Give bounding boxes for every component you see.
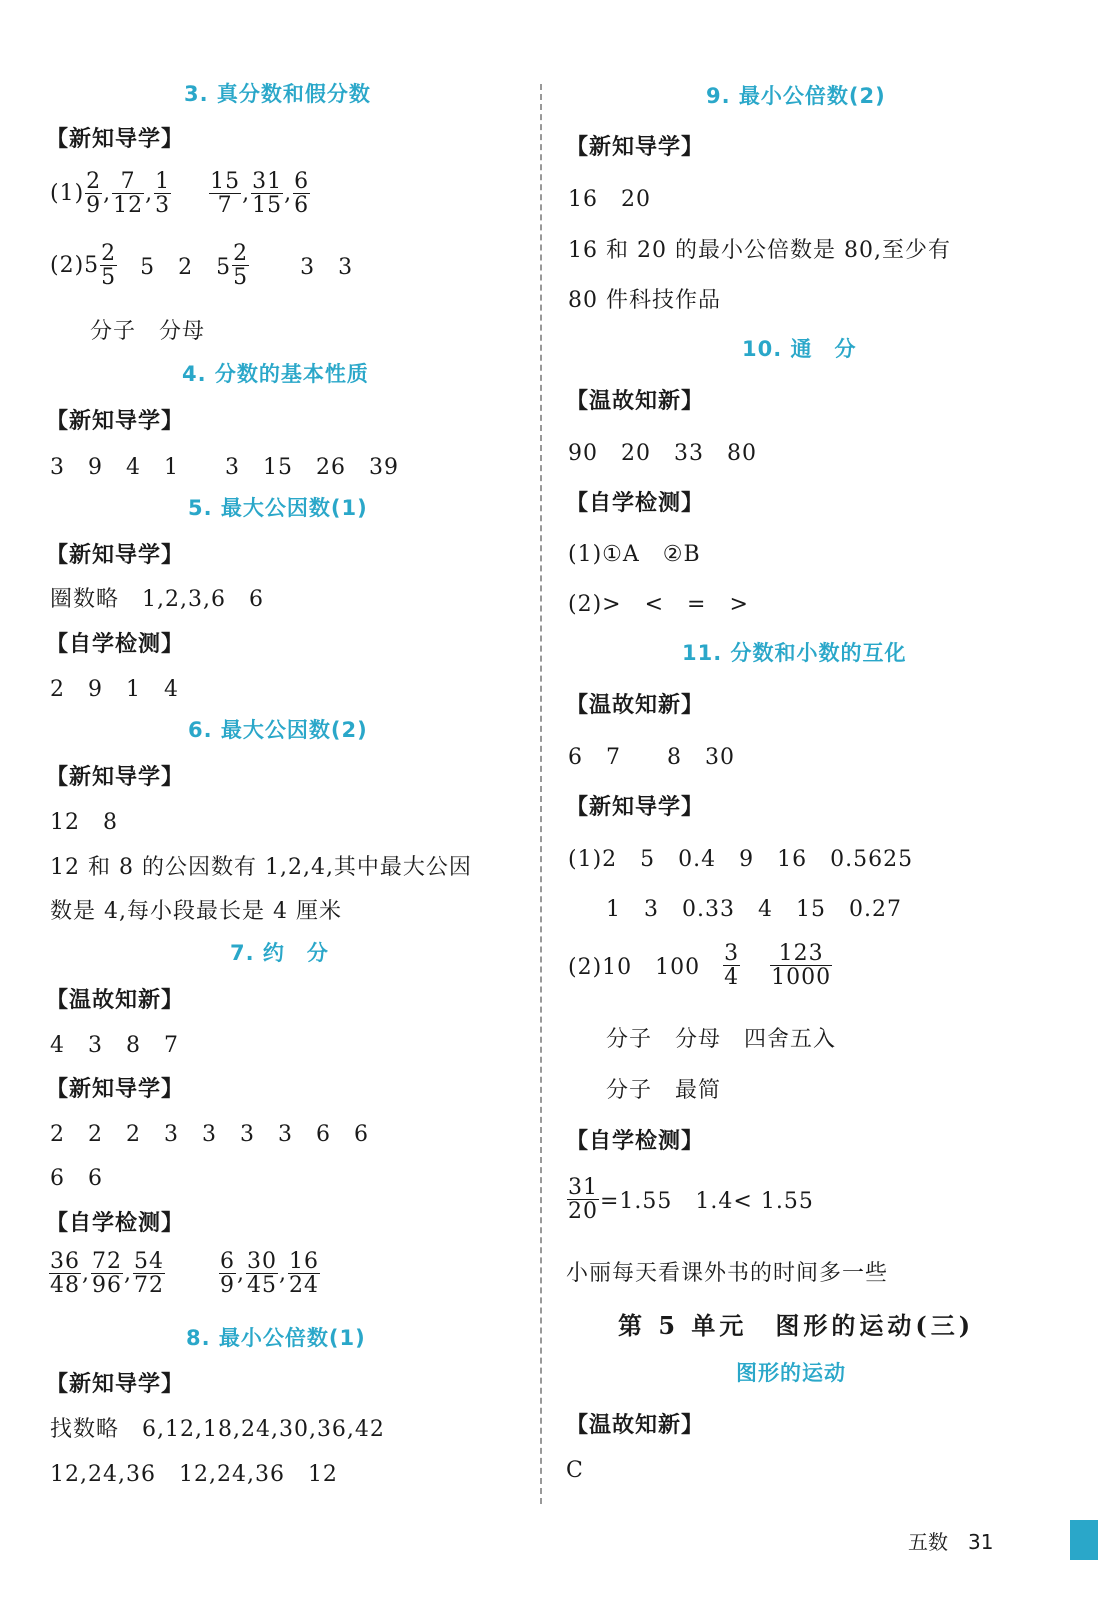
section-title: 4. 分数的基本性质: [182, 362, 369, 386]
section-heading: 【新知导学】: [566, 795, 705, 820]
section-heading: 【新知导学】: [46, 1077, 185, 1102]
answer-line: 圈数略 1,2,3,6 6: [50, 587, 264, 612]
answer-line: 12 8: [50, 810, 118, 835]
fraction: $\frac{6}{6}$: [294, 169, 310, 219]
section-heading: 【温故知新】: [566, 389, 705, 414]
answer-line: $\frac{36}{48}$ , $\frac{72}{96}$ , $\frac{54}{72}$ $\frac{6}{9}$ , $\frac{30}{45}$ , $\frac{16}{24}$: [50, 1249, 319, 1299]
answer-prefix: (1): [50, 181, 85, 207]
column-divider: [540, 84, 542, 1504]
section-title: 7. 约 分: [230, 941, 329, 965]
footer-label: 五数 31: [908, 1530, 994, 1554]
answer-line: 3 9 4 1 3 15 26 39: [50, 455, 399, 480]
section-heading: 【新知导学】: [566, 135, 705, 160]
answer-line: 16 20: [568, 187, 651, 212]
section-heading: 【温故知新】: [46, 988, 185, 1013]
unit-title: 第 5 单元 图形的运动(三): [618, 1311, 975, 1340]
fraction: $\frac{6}{9}$: [220, 1249, 235, 1299]
fraction: $\frac{54}{72}$: [134, 1249, 164, 1299]
section-title: 5. 最大公因数(1): [188, 496, 368, 520]
section-heading: 【自学检测】: [566, 1129, 705, 1154]
section-title: 11. 分数和小数的互化: [682, 641, 907, 665]
fraction: $\frac{30}{45}$: [247, 1249, 277, 1299]
answer-line: (2)> < = >: [568, 592, 749, 617]
section-title: 10. 通 分: [742, 337, 857, 361]
section-title: 9. 最小公倍数(2): [706, 84, 886, 108]
section-heading: 【温故知新】: [566, 1413, 705, 1438]
page-number: 31: [968, 1530, 994, 1554]
answer-line: 找数略 6,12,18,24,30,36,42: [50, 1417, 385, 1442]
answer-line: 分子 分母: [90, 319, 206, 344]
section-title: 3. 真分数和假分数: [184, 82, 371, 106]
section-heading: 【新知导学】: [46, 409, 185, 434]
answer-line: 小丽每天看课外书的时间多一些: [566, 1261, 889, 1286]
section-heading: 【自学检测】: [46, 632, 185, 657]
answer-line: (2)5 $\frac{2}{5}$ 5 2 5 $\frac{2}{5}$ 3 3: [50, 241, 354, 291]
answer-line: 90 20 33 80: [568, 441, 757, 466]
section-title: 图形的运动: [736, 1361, 846, 1385]
fraction: $\frac{36}{48}$: [50, 1249, 80, 1299]
answer-line: (1)①A ②B: [568, 542, 701, 567]
answer-line: (1)2 5 0.4 9 16 0.5625: [568, 847, 914, 872]
answer-line: 80 件科技作品: [568, 288, 721, 313]
fraction: $\frac{2}{9}$: [86, 169, 102, 219]
answer-line: (2)10 100 $\frac{3}{4}$ $\frac{123}{1000}$: [568, 941, 832, 991]
section-heading: 【新知导学】: [46, 127, 185, 152]
answer-line: 12 和 8 的公因数有 1,2,4,其中最大公因: [50, 855, 472, 880]
answer-line: 2 2 2 3 3 3 3 6 6: [50, 1122, 369, 1147]
answer-line: 4 3 8 7: [50, 1033, 179, 1058]
section-heading: 【温故知新】: [566, 693, 705, 718]
answer-line: 分子 分母 四舍五入: [606, 1027, 837, 1052]
section-title: 6. 最大公因数(2): [188, 718, 368, 742]
answer-line: 1 3 0.33 4 15 0.27: [606, 897, 902, 922]
answer-line: 2 9 1 4: [50, 677, 179, 702]
answer-line: 6 6: [50, 1166, 103, 1191]
answer-line: 12,24,36 12,24,36 12: [50, 1462, 338, 1487]
fraction: $\frac{15}{7}$: [210, 169, 241, 219]
fraction: $\frac{2}{5}$: [101, 241, 117, 291]
fraction: $\frac{72}{96}$: [92, 1249, 122, 1299]
fraction: $\frac{31}{20}$: [568, 1175, 598, 1225]
answer-line: $\frac{31}{20}$ =1.55 1.4< 1.55: [568, 1175, 814, 1225]
fraction: $\frac{2}{5}$: [233, 241, 249, 291]
fraction: $\frac{123}{1000}$: [771, 941, 832, 991]
section-heading: 【自学检测】: [566, 491, 705, 516]
section-heading: 【新知导学】: [46, 1372, 185, 1397]
section-heading: 【新知导学】: [46, 765, 185, 790]
answer-line: 16 和 20 的最小公倍数是 80,至少有: [568, 238, 951, 263]
page-footer: [868, 1520, 1098, 1560]
section-title: 8. 最小公倍数(1): [186, 1326, 366, 1350]
fraction: $\frac{16}{24}$: [289, 1249, 319, 1299]
answer-line: C: [566, 1458, 584, 1483]
answer-line: 分子 最简: [606, 1078, 722, 1103]
section-heading: 【新知导学】: [46, 543, 185, 568]
section-heading: 【自学检测】: [46, 1211, 185, 1236]
answer-line: (1) $\frac{2}{9}$ , $\frac{7}{12}$ , $\frac{1}{3}$ $\frac{15}{7}$ , $\frac{31}{15}$ , $\frac{6}{6}$: [50, 169, 310, 219]
fraction: $\frac{1}{3}$: [155, 169, 171, 219]
answer-line: 6 7 8 30: [568, 745, 735, 770]
fraction: $\frac{7}{12}$: [113, 169, 144, 219]
fraction: $\frac{3}{4}$: [724, 941, 740, 991]
footer-accent-bar: [1070, 1520, 1098, 1560]
answer-line: 数是 4,每小段最长是 4 厘米: [50, 899, 342, 924]
fraction: $\frac{31}{15}$: [252, 169, 283, 219]
